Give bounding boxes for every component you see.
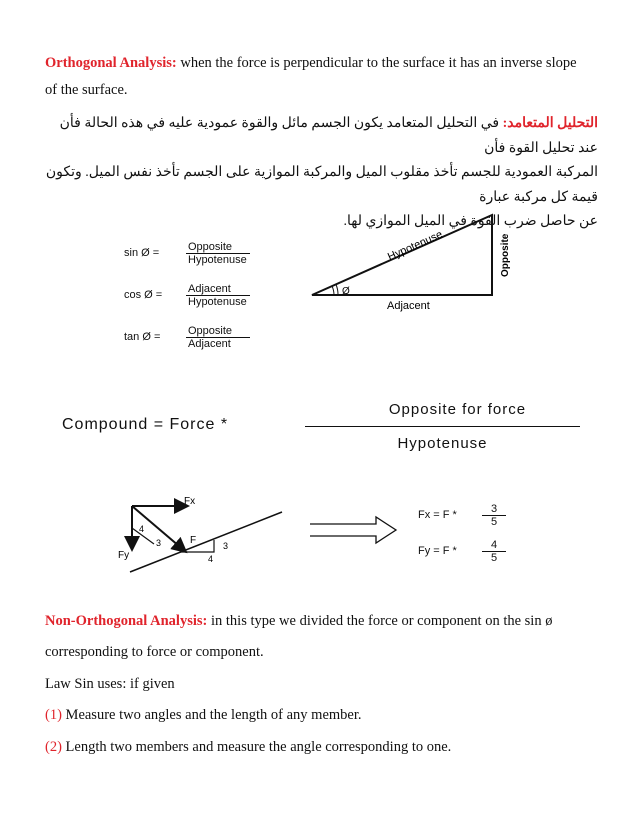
hypotenuse-label: Hypotenuse xyxy=(385,228,445,264)
fy-numerator: 4 xyxy=(482,539,506,552)
side-4-label: 4 xyxy=(139,524,145,534)
cos-fraction xyxy=(186,283,250,308)
trig-definitions xyxy=(124,236,250,354)
orthogonal-line-2: of the surface. xyxy=(45,82,128,99)
inclined-surface-line xyxy=(130,512,282,572)
compound-denominator: Hypotenuse xyxy=(305,426,580,452)
compound-lhs: Compound = Force * xyxy=(62,416,229,433)
angle-arc-2 xyxy=(336,285,338,296)
sin-fraction xyxy=(186,241,250,266)
fx-denominator: 5 xyxy=(490,515,498,528)
fy-equation xyxy=(418,536,506,566)
cos-label: cos Ø = xyxy=(124,289,163,301)
law-sin-line: Law Sin uses: if given xyxy=(45,675,175,692)
compound-numerator: Opposite for force xyxy=(388,401,527,418)
arabic-heading: التحليل المتعامد: xyxy=(502,116,598,131)
fx-label: Fx xyxy=(184,496,196,507)
list-item-2-text: Length two members and measure the angle corresponding to one. xyxy=(61,738,452,755)
cos-denominator: Hypotenuse xyxy=(188,295,247,308)
f-label: F xyxy=(190,535,197,546)
fy-label: Fy xyxy=(118,550,130,561)
tan-numerator: Opposite xyxy=(186,325,250,338)
list-item-1-number: (1) xyxy=(45,707,62,724)
arabic-line-3: عن حاصل ضرب القوة في الميل الموازي لها. xyxy=(343,214,598,229)
slope-4-label: 4 xyxy=(208,554,214,564)
orthogonal-heading: Orthogonal Analysis: xyxy=(45,55,177,71)
fy-denominator: 5 xyxy=(490,551,498,564)
sin-numerator: Opposite xyxy=(186,241,250,254)
cos-definition xyxy=(124,278,250,312)
non-orthogonal-line-2: corresponding to force or component. xyxy=(45,644,264,661)
force-diagram xyxy=(110,490,300,580)
non-orthogonal-text-1: in this type we divided the force or component on the sin ø xyxy=(207,613,553,629)
list-item-1 xyxy=(45,704,605,726)
arabic-text-1: في التحليل المتعامد يكون الجسم مائل والقوة عمودية عليه في هذه الحالة فأن عند تحليل القوة فأن xyxy=(59,116,598,156)
tan-denominator: Adjacent xyxy=(188,337,231,350)
implies-arrow-icon xyxy=(308,515,400,545)
tan-fraction xyxy=(186,325,250,350)
fy-eq-label: Fy = F * xyxy=(418,545,457,557)
fx-equation xyxy=(418,500,506,530)
cos-numerator: Adjacent xyxy=(186,283,250,296)
list-item-2 xyxy=(45,736,605,758)
sin-label: sin Ø = xyxy=(124,247,160,259)
non-orthogonal-line-1 xyxy=(45,610,605,632)
non-orthogonal-section xyxy=(45,610,605,758)
right-triangle-diagram xyxy=(300,205,530,315)
fx-eq-label: Fx = F * xyxy=(418,509,457,521)
tan-label: tan Ø = xyxy=(124,331,161,343)
compound-fraction xyxy=(305,401,580,452)
tan-definition xyxy=(124,320,250,354)
slope-3-label: 3 xyxy=(223,541,229,551)
triangle-angle-label: Ø xyxy=(342,286,350,297)
side-3-label: 3 xyxy=(156,538,162,548)
arabic-line-1 xyxy=(40,112,598,161)
orthogonal-text-1: when the force is perpendicular to the surface it has an inverse slope xyxy=(176,55,577,71)
orthogonal-line-1 xyxy=(45,52,605,74)
adjacent-label: Adjacent xyxy=(387,300,430,312)
arabic-line-2: المركبة العمودية للجسم تأخذ مقلوب الميل والمركبة الموازية على الجسم تأخذ نفس الميل. وتكون قيمة كل مركبة عبارة xyxy=(45,165,598,205)
fx-fraction xyxy=(482,503,506,528)
non-orthogonal-heading: Non-Orthogonal Analysis: xyxy=(45,613,208,629)
fy-fraction xyxy=(482,539,506,564)
list-item-2-number: (2) xyxy=(45,738,62,755)
sin-denominator: Hypotenuse xyxy=(188,253,247,266)
opposite-label: Opposite xyxy=(500,233,511,277)
orthogonal-paragraph xyxy=(45,52,605,102)
fx-numerator: 3 xyxy=(482,503,506,516)
angle-arc-1 xyxy=(332,286,334,295)
list-item-1-text: Measure two angles and the length of any member. xyxy=(61,707,362,724)
component-equations xyxy=(418,500,506,566)
sin-definition xyxy=(124,236,250,270)
